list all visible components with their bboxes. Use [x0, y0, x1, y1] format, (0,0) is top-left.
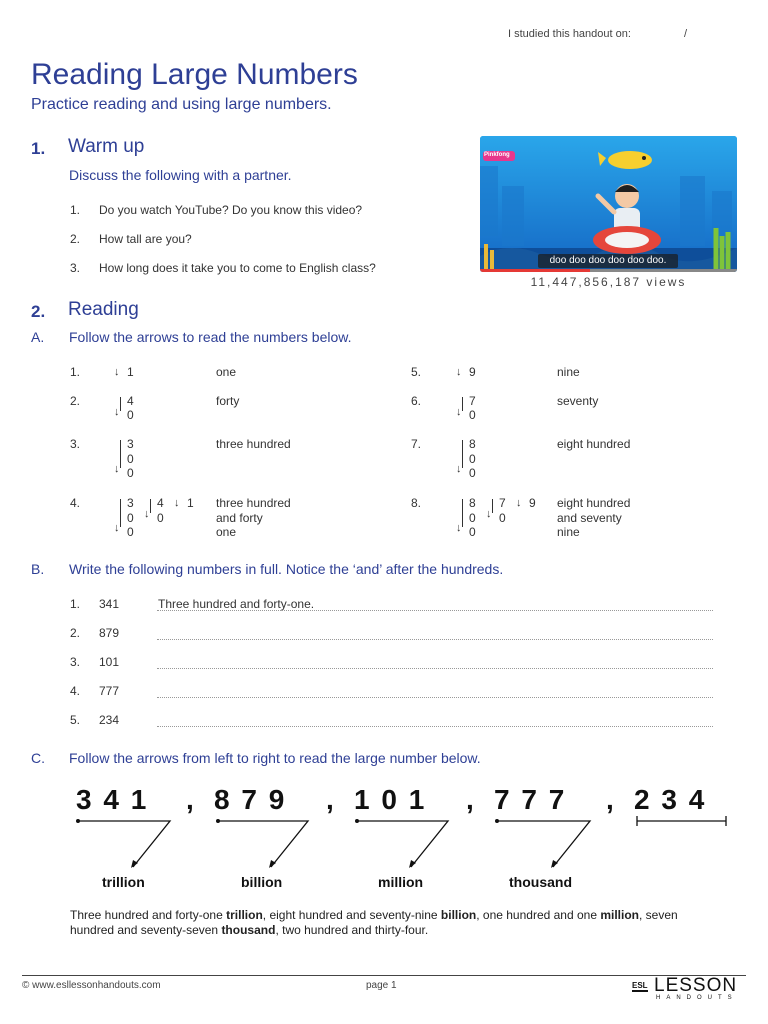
item-number: 6.	[411, 394, 422, 408]
down-arrow-icon: ↓	[456, 406, 462, 418]
digit-group-thousands: 7 7 7	[494, 784, 565, 815]
reading-arrows-diagram	[0, 810, 768, 874]
esl-lesson-handouts-logo	[632, 975, 746, 1004]
down-arrow-icon: ↓	[174, 497, 180, 509]
given-number: 879	[99, 626, 120, 640]
digit: 8	[469, 437, 476, 451]
part-b-letter: B.	[31, 561, 45, 577]
down-arrow-icon: ↓	[114, 522, 120, 534]
trillion-arrow	[78, 821, 170, 867]
section-2-number: 2.	[31, 302, 46, 321]
digit-group-millions: 1 0 1	[354, 784, 425, 815]
digit: 0	[127, 525, 134, 539]
question-number: 2.	[70, 232, 81, 246]
group-comma: ,	[186, 784, 194, 815]
section-2-title: Reading	[68, 299, 139, 320]
down-arrow-icon: ↓	[114, 406, 120, 418]
group-comma: ,	[466, 784, 474, 815]
part-c-instruction: Follow the arrows from left to right to read the large number below.	[69, 750, 481, 766]
given-number: 101	[99, 655, 120, 669]
logo-esl: ESL	[632, 981, 648, 990]
number-word: seventy	[557, 394, 599, 408]
digit: 0	[127, 466, 134, 480]
label-trillion: trillion	[102, 874, 145, 890]
number-word: eight hundred	[557, 496, 631, 510]
answer-line[interactable]	[157, 697, 713, 698]
digit: 1	[127, 365, 134, 379]
arrow-line	[150, 499, 151, 513]
answer-line-text[interactable]: Three hundred and forty-one.	[158, 597, 315, 611]
item-number: 3.	[70, 437, 81, 451]
number-word: eight hundred	[557, 437, 631, 451]
label-million: million	[378, 874, 424, 890]
item-number: 2.	[70, 626, 81, 640]
item-number: 2.	[70, 394, 81, 408]
digit: 8	[469, 496, 476, 510]
studied-label: I studied this handout on:	[508, 28, 631, 40]
digit: 4	[127, 394, 134, 408]
question-text: Do you watch YouTube? Do you know this video?	[99, 203, 363, 217]
video-thumbnail[interactable]	[480, 136, 737, 272]
digit: 9	[529, 496, 536, 510]
question-number: 3.	[70, 261, 81, 275]
part-b-instruction: Write the following numbers in full. Notice the ‘and’ after the hundreds.	[69, 561, 504, 577]
group-comma: ,	[606, 784, 614, 815]
item-number: 3.	[70, 655, 81, 669]
number-word: three hundred	[216, 437, 291, 451]
thousand-arrow	[497, 821, 590, 867]
million-arrow	[357, 821, 448, 867]
logo-handouts: HANDOUTS	[656, 995, 738, 1001]
digit: 0	[157, 511, 164, 525]
logo-lesson: LESSON	[654, 975, 738, 996]
answer-line[interactable]	[157, 610, 713, 611]
item-number: 1.	[70, 597, 81, 611]
label-thousand: thousand	[509, 874, 572, 890]
studied-date-slash: /	[684, 28, 688, 40]
footer-divider	[22, 975, 746, 976]
question-number: 1.	[70, 203, 81, 217]
down-arrow-icon: ↓	[456, 463, 462, 475]
arrow-line	[462, 440, 463, 468]
item-number: 7.	[411, 437, 422, 451]
question-text: How long does it take you to come to English class?	[99, 261, 376, 275]
digit: 0	[469, 466, 476, 480]
number-word: and forty	[216, 511, 263, 525]
down-arrow-icon: ↓	[456, 366, 462, 378]
video-scene-illustration	[480, 136, 737, 272]
given-number: 777	[99, 684, 120, 698]
arrow-line	[462, 397, 463, 411]
number-word: one	[216, 525, 237, 539]
answer-line[interactable]	[157, 726, 713, 727]
digit: 1	[187, 496, 194, 510]
digit-group-billions: 8 7 9	[214, 784, 285, 815]
digit-group-units: 2 3 4	[634, 784, 705, 815]
full-number-reading: Three hundred and forty-one trillion, eight hundred and seventy-nine billion, one hundred and one million, seven hundred and seventy-seven thousand, two hundred and thirty-four.	[70, 908, 678, 937]
arrow-line	[120, 397, 121, 411]
digit: 0	[127, 408, 134, 422]
answer-line[interactable]	[157, 668, 713, 669]
item-number: 8.	[411, 496, 422, 510]
down-arrow-icon: ↓	[144, 508, 150, 520]
digit: 0	[469, 452, 476, 466]
digit-group-trillions: 3 4 1	[76, 784, 147, 815]
number-word: and seventy	[557, 511, 622, 525]
digit: 4	[157, 496, 164, 510]
part-a-instruction: Follow the arrows to read the numbers below.	[69, 329, 352, 345]
digit: 3	[127, 437, 134, 451]
arrow-line	[462, 499, 463, 527]
video-caption: doo doo doo doo doo doo.	[549, 255, 667, 266]
part-a-letter: A.	[31, 329, 45, 345]
digit: 0	[127, 452, 134, 466]
digit: 7	[469, 394, 476, 408]
number-word: one	[216, 365, 237, 379]
section-1-instruction: Discuss the following with a partner.	[69, 167, 292, 183]
section-1-number: 1.	[31, 139, 46, 158]
billion-arrow	[218, 821, 308, 867]
section-1-title: Warm up	[68, 136, 145, 157]
question-text: How tall are you?	[99, 232, 192, 246]
given-number: 234	[99, 713, 120, 727]
item-number: 1.	[70, 365, 81, 379]
digit: 3	[127, 496, 134, 510]
item-number: 4.	[70, 496, 81, 510]
digit: 0	[469, 408, 476, 422]
digit: 0	[499, 511, 506, 525]
footer-website-link[interactable]: © www.esllessonhandouts.com	[22, 980, 161, 991]
item-number: 5.	[70, 713, 81, 727]
answer-line[interactable]	[157, 639, 713, 640]
group-comma: ,	[326, 784, 334, 815]
down-arrow-icon: ↓	[114, 463, 120, 475]
arrow-line	[492, 499, 493, 513]
number-word: nine	[557, 525, 580, 539]
digit: 9	[469, 365, 476, 379]
number-word: three hundred	[216, 496, 291, 510]
down-arrow-icon: ↓	[114, 366, 120, 378]
down-arrow-icon: ↓	[486, 508, 492, 520]
given-number: 341	[99, 597, 120, 611]
arrow-line	[120, 499, 121, 527]
digit: 0	[469, 525, 476, 539]
part-c-letter: C.	[31, 750, 45, 766]
footer-page-number: page 1	[366, 980, 397, 991]
item-number: 5.	[411, 365, 422, 379]
page-title: Reading Large Numbers	[31, 58, 358, 91]
video-brand-logo: Pinkfong	[484, 152, 510, 158]
label-billion: billion	[241, 874, 283, 890]
down-arrow-icon: ↓	[516, 497, 522, 509]
page-subtitle: Practice reading and using large numbers.	[31, 96, 332, 113]
digit: 0	[469, 511, 476, 525]
arrow-line	[120, 440, 121, 468]
number-word: nine	[557, 365, 580, 379]
item-number: 4.	[70, 684, 81, 698]
digit: 0	[127, 511, 134, 525]
down-arrow-icon: ↓	[456, 522, 462, 534]
number-word: forty	[216, 394, 240, 408]
video-view-count: 11,447,856,187 views	[530, 275, 687, 289]
digit: 7	[499, 496, 506, 510]
